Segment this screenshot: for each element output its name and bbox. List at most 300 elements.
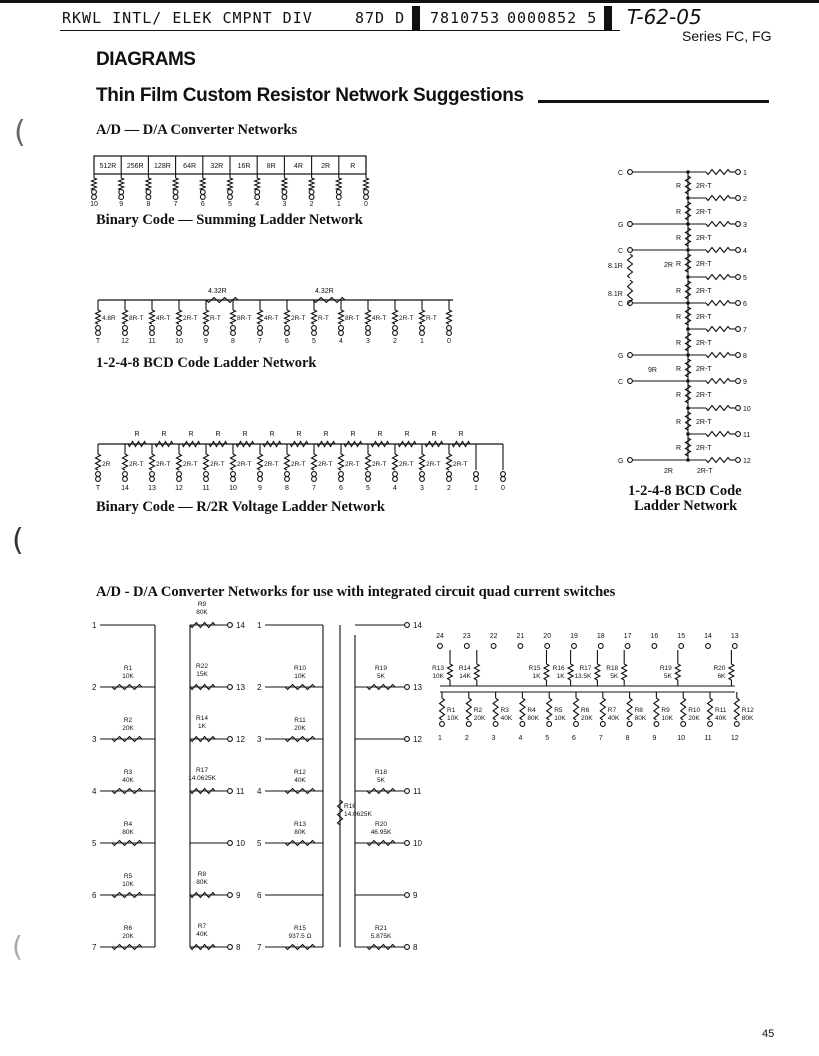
summing-resistor-value: 4R (293, 163, 303, 170)
quad-a-out-label: 12 (236, 735, 245, 744)
summing-pin-label: 3 (282, 201, 287, 208)
summing-pin-label: 9 (119, 201, 124, 208)
quad-a-mid-label: R17 (196, 767, 208, 774)
quad-c-top-resistor (729, 664, 734, 680)
summing-resistor (119, 178, 124, 190)
right-ladder-r-label: R (676, 445, 682, 452)
r2r-shunt-value: 2R-T (183, 461, 198, 468)
quad-a-mid-value: 40K (196, 931, 208, 938)
series-label: Series FC, FG (682, 28, 772, 44)
right-ladder-caption-2: Ladder Network (634, 498, 738, 514)
quad-b-pin-label: 1 (257, 621, 262, 630)
quad-c-bot-pin (520, 722, 525, 727)
bcd-pin (96, 326, 101, 331)
quad-c-bot-pin (547, 722, 552, 727)
bcd-shunt-resistor (231, 310, 236, 324)
quad-c-top-pin (598, 644, 603, 649)
r2r-pin (204, 472, 209, 477)
quad-c-bot-resistor (574, 698, 579, 720)
right-ladder-out-label: 12 (743, 458, 751, 465)
bcd-pin (420, 326, 425, 331)
right-ladder-2rt-label: 2R-T (696, 209, 712, 216)
r2r-shunt-resistor (339, 454, 344, 470)
quad-c-bot-pin-label: 4 (518, 735, 523, 742)
quad-c-top-res-label: R17 (579, 665, 592, 672)
quad-a-out-pin (228, 737, 233, 742)
r2r-pin (285, 472, 290, 477)
right-ladder-out-label: 6 (743, 301, 747, 308)
bcd-shunt-resistor (447, 310, 452, 324)
r2r-series-label: R (161, 431, 167, 438)
quad-b-pin-label: 3 (257, 735, 262, 744)
quad-a-pin-label: 5 (92, 839, 97, 848)
summing-pin-label: 1 (336, 201, 341, 208)
bcd-shunt-resistor (339, 310, 344, 324)
quad-c-bot-res-value: 10K (554, 715, 566, 722)
right-ladder-pin (736, 275, 741, 280)
quad-c-top-resistor (675, 664, 680, 680)
right-ladder-shunt (686, 307, 691, 325)
quad-c-top-pin-label: 21 (516, 633, 525, 640)
r2r-shunt-value: 2R-T (345, 461, 360, 468)
right-ladder-2rt-label: 2R-T (696, 235, 712, 242)
quad-c-top-pin-label: 16 (650, 633, 659, 640)
r2r-series-label: R (404, 431, 410, 438)
r2r-shunt-resistor (420, 454, 425, 470)
summing-pin (255, 190, 260, 195)
r2r-series-label: R (377, 431, 383, 438)
quad-c-bot-pin-label: 6 (572, 735, 576, 742)
quad-c-bot-resistor (681, 698, 686, 720)
quad-c-top-pin-label: 13 (730, 633, 739, 640)
summing-resistor-value: 16R (237, 163, 251, 170)
quad-c-top-pin (732, 644, 737, 649)
bcd-resistor-value: 4.8R (102, 315, 116, 322)
quad-c-bot-res-label: R11 (715, 707, 727, 714)
summing-resistor (228, 178, 233, 190)
summing-pin (228, 195, 233, 200)
right-ladder-out-label: 11 (743, 432, 751, 439)
quad-b-out-pin (405, 893, 410, 898)
right-ladder-terminal-label: G (618, 353, 624, 360)
quad-a-pin-label: 1 (92, 621, 97, 630)
bcd-pin-label: 7 (258, 338, 262, 345)
quad-a-mid-value: 80K (196, 609, 208, 616)
quad-a-mid-resistor (190, 789, 215, 794)
quad-c-bot-res-value: 40K (715, 715, 727, 722)
summing-resistor-value: 32R (210, 163, 224, 170)
quad-b-resistor (285, 945, 315, 950)
margin-mark: ( (14, 115, 26, 150)
page-title: DIAGRAMS (96, 49, 196, 70)
quad-a-res-label: R3 (123, 769, 133, 776)
r2r-pin-label: 5 (366, 485, 370, 492)
r2r-shunt-value: 2R-T (426, 461, 441, 468)
bcd-pin (366, 326, 371, 331)
bcd-pin (447, 326, 452, 331)
r2r-pin (150, 472, 155, 477)
quad-c-top-res-value: 10K (432, 673, 444, 680)
bcd-pin (177, 331, 182, 336)
bcd-pin (177, 326, 182, 331)
bcd-pin (285, 331, 290, 336)
quad-a-res-value: 80K (122, 829, 134, 836)
right-ladder-pin (736, 222, 741, 227)
quad-b-pin-label: 2 (257, 683, 262, 692)
bcd-resistor-value: 8R-T (345, 315, 360, 322)
quad-a-res-label: R4 (123, 821, 133, 828)
r2r-pin (420, 472, 425, 477)
summing-pin-label: 5 (228, 201, 232, 208)
quad-a-out-pin (228, 789, 233, 794)
bcd-pin-label: 2 (393, 338, 397, 345)
quad-b-out-resistor (367, 841, 395, 846)
quad-b-out-pin (405, 789, 410, 794)
quad-a-out-pin (228, 893, 233, 898)
bcd-shunt-resistor (177, 310, 182, 324)
quad-a-res-value: 20K (122, 933, 134, 940)
r2r-series-resistor (128, 442, 146, 447)
quad-c-bot-res-label: R8 (634, 707, 643, 714)
r2r-pin (231, 472, 236, 477)
r2r-shunt-resistor (204, 454, 209, 470)
quad-b-out-label: R21 (375, 925, 387, 932)
right-ladder-2rt-label: 2R-T (696, 419, 712, 426)
right-ladder-terminal (628, 222, 633, 227)
quad-c-bot-pin (574, 722, 579, 727)
quad-a-out-label: 8 (236, 943, 241, 952)
right-ladder-pin (736, 379, 741, 384)
bcd-resistor-value: 8R-T (237, 315, 252, 322)
bcd-pin (231, 331, 236, 336)
right-ladder-out-label: 5 (743, 275, 747, 282)
bcd-resistor-value: 2R-T (291, 315, 306, 322)
right-ladder-2r-label: 2R (664, 262, 673, 269)
quad-b-out-resistor (367, 789, 395, 794)
bcd-pin (258, 326, 263, 331)
quad-c-top-pin-label: 24 (436, 633, 444, 640)
summing-resistor-value: 2R (321, 163, 331, 170)
quad-c-bot-resistor (708, 698, 713, 720)
r2r-series-resistor (344, 442, 362, 447)
right-ladder-81r-label: 8.1R (608, 291, 623, 298)
summing-pin-label: 8 (146, 201, 151, 208)
bcd-shunt-resistor (123, 310, 128, 324)
quad-a-resistor (112, 893, 142, 898)
right-ladder-81r-label: 8.1R (608, 263, 623, 270)
bcd-pin (420, 331, 425, 336)
section2-title: A/D - D/A Converter Networks for use with integrated circuit quad current switches (96, 584, 616, 600)
right-ladder-pin (736, 248, 741, 253)
r2r-shunt-resistor (447, 454, 452, 470)
r2r-pin (474, 472, 479, 477)
right-ladder-out-label: 7 (743, 327, 747, 334)
quad-c-top-pin-label: 15 (677, 633, 686, 640)
quad-a-out-label: 10 (236, 839, 245, 848)
quad-a-mid-resistor (190, 623, 215, 628)
quad-c-bot-pin (493, 722, 498, 727)
r2r-shunt-value: 2R (102, 461, 111, 468)
r2r-pin (447, 472, 452, 477)
junction (686, 432, 690, 436)
r2r-pin (258, 477, 263, 482)
r2r-pin (150, 477, 155, 482)
r2r-series-resistor (371, 442, 389, 447)
quad-b-resistor (285, 789, 315, 794)
quad-c-bot-pin (654, 722, 659, 727)
right-ladder-diagram (600, 160, 770, 480)
right-ladder-out-resistor (706, 222, 730, 227)
quad-c-bot-resistor (654, 698, 659, 720)
quad-a-res-label: R5 (123, 873, 133, 880)
r2r-shunt-resistor (177, 454, 182, 470)
summing-pin (200, 190, 205, 195)
r2r-pin-label: 2 (447, 485, 451, 492)
right-ladder-shunt (686, 176, 691, 194)
quad-c-bot-res-value: 80K (527, 715, 539, 722)
right-ladder-terminal-label: C (618, 379, 624, 386)
summing-resistor (92, 178, 97, 190)
right-ladder-r-label: R (676, 314, 682, 321)
r2r-shunt-resistor (150, 454, 155, 470)
quad-a-res-value: 10K (122, 881, 134, 888)
summing-pin (173, 190, 178, 195)
right-ladder-9r-label: 9R (648, 367, 657, 374)
subtitle-rule (538, 100, 769, 103)
quad-a-out-label: 14 (236, 621, 245, 630)
header-doc-code-b: 0000852 5 (507, 9, 598, 27)
quad-a-res-value: 20K (122, 725, 134, 732)
r2r-pin (420, 477, 425, 482)
r2r-shunt-resistor (393, 454, 398, 470)
r2r-pin (177, 477, 182, 482)
quad-c-bot-pin-label: 12 (730, 735, 739, 742)
quad-b-out-resistor (367, 685, 395, 690)
quad-c-top-pin-label: 20 (543, 633, 552, 640)
bcd-resistor-value: 2R-T (183, 315, 198, 322)
r2r-pin (474, 477, 479, 482)
quad-b-pin-label: 6 (257, 891, 262, 900)
summing-pin (92, 195, 97, 200)
r2r-series-resistor (425, 442, 443, 447)
right-ladder-2rt-label: 2R-T (696, 288, 712, 295)
r2r-ladder-diagram (88, 426, 518, 496)
quad-b-out-label: R18 (375, 769, 387, 776)
bcd-pin-label: 0 (447, 338, 451, 345)
right-ladder-r-label: R (676, 419, 682, 426)
quad-c-top-res-label: R13 (432, 665, 444, 672)
junction (686, 275, 690, 279)
right-ladder-out-label: 1 (743, 170, 747, 177)
bcd-pin (312, 326, 317, 331)
right-ladder-pin (736, 196, 741, 201)
r2r-shunt-resistor (258, 454, 263, 470)
r2r-shunt-resistor (231, 454, 236, 470)
summing-resistor (364, 178, 369, 190)
r2r-shunt-resistor (285, 454, 290, 470)
right-ladder-out-resistor (706, 353, 730, 358)
r2r-pin (204, 477, 209, 482)
summing-pin (364, 195, 369, 200)
quad-b-out-value: 5.875K (370, 933, 392, 940)
r2r-series-label: R (269, 431, 275, 438)
summing-pin (119, 190, 124, 195)
right-ladder-2rt-label: 2R-T (696, 183, 712, 190)
right-ladder-out-label: 3 (743, 222, 747, 229)
quad-c-top-pin (679, 644, 684, 649)
r2r-series-resistor (290, 442, 308, 447)
quad-b-res-label: R15 (294, 925, 306, 932)
right-ladder-pin (736, 301, 741, 306)
r2r-series-resistor (182, 442, 200, 447)
quad-a-pin-label: 6 (92, 891, 97, 900)
quad-b-resistor (285, 841, 315, 846)
r2r-shunt-value: 2R-T (156, 461, 171, 468)
bcd-pin (96, 331, 101, 336)
right-ladder-r-label: R (676, 340, 682, 347)
header-marker-bar-2 (604, 6, 612, 30)
quad-a-mid-resistor (190, 737, 215, 742)
quad-a-out-label: 13 (236, 683, 245, 692)
summing-pin-label: 10 (90, 201, 98, 208)
r2r-pin-label: 6 (339, 485, 343, 492)
quad-c-bot-res-label: R6 (581, 707, 590, 714)
right-ladder-terminal (628, 379, 633, 384)
quad-c-bot-res-label: R1 (447, 707, 456, 714)
bcd-pin-label: 1 (420, 338, 424, 345)
quad-a-out-label: 9 (236, 891, 241, 900)
quad-c-top-res-label: R15 (528, 665, 541, 672)
quad-c-bot-res-label: R2 (473, 707, 483, 714)
bcd-shunt-resistor (420, 310, 425, 324)
quad-c-top-pin-label: 14 (704, 633, 712, 640)
quad-b-out-pin (405, 623, 410, 628)
summing-pin (255, 195, 260, 200)
quad-network-b (255, 610, 430, 955)
bcd-pin (366, 331, 371, 336)
r2r-shunt-resistor (123, 454, 128, 470)
summing-resistor-value: 512R (99, 163, 117, 170)
quad-a-res-label: R1 (123, 665, 133, 672)
right-ladder-shunt (686, 202, 691, 220)
r2r-pin (258, 472, 263, 477)
bcd-pin (339, 331, 344, 336)
right-ladder-out-resistor (706, 196, 730, 201)
right-ladder-terminal-label: C (618, 301, 624, 308)
r2r-pin (123, 477, 128, 482)
right-ladder-shunt (686, 254, 691, 272)
bcd-series-label: 4.32R (315, 288, 334, 295)
quad-c-top-resistor (544, 664, 549, 680)
r2r-shunt-value: 2R-T (264, 461, 279, 468)
quad-b-res-value: 10K (294, 673, 306, 680)
quad-b-res-value: 20K (294, 725, 306, 732)
quad-b-out-pin-label: 9 (413, 891, 418, 900)
quad-a-resistor (112, 841, 142, 846)
quad-c-bot-resistor (440, 698, 445, 720)
bcd-pin (204, 326, 209, 331)
quad-b-out-pin (405, 841, 410, 846)
r2r-shunt-resistor (312, 454, 317, 470)
bcd-pin (339, 326, 344, 331)
right-ladder-pin (736, 432, 741, 437)
summing-resistor (173, 178, 178, 190)
summing-pin (336, 190, 341, 195)
quad-c-bot-pin-label: 9 (652, 735, 657, 742)
quad-b-out-pin-label: 8 (413, 943, 418, 952)
summing-pin (309, 195, 314, 200)
r2r-pin-label: T (95, 485, 101, 492)
quad-c-bot-res-label: R9 (661, 707, 670, 714)
summing-pin-label: 4 (255, 201, 260, 208)
quad-c-bot-pin-label: 7 (598, 735, 603, 742)
r2r-pin (339, 477, 344, 482)
quad-a-mid-resistor (190, 893, 215, 898)
summing-pin (119, 195, 124, 200)
quad-b-res-label: R10 (294, 665, 306, 672)
r2r-pin (501, 472, 506, 477)
bcd-pin (258, 331, 263, 336)
quad-a-resistor (112, 737, 142, 742)
quad-c-bot-res-value: 10K (661, 715, 673, 722)
quad-c-bot-res-value: 40K (500, 715, 513, 722)
quad-b-out-pin-label: 10 (413, 839, 422, 848)
bcd-resistor-value: R-T (426, 315, 437, 322)
quad-a-out-pin (228, 945, 233, 950)
r2r-pin (366, 477, 371, 482)
right-ladder-2rt-label: 2R-T (696, 340, 712, 347)
quad-c-bot-pin (627, 722, 632, 727)
page-number: 45 (762, 1028, 775, 1040)
quad-c-top-pin (491, 644, 496, 649)
bcd-pin-label: 11 (148, 338, 156, 345)
quad-b-res-value: 937.5 Ω (288, 933, 312, 940)
quad-c-bot-pin (734, 722, 739, 727)
r2r-series-label: R (188, 431, 194, 438)
bcd-series-label: 4.32R (208, 288, 227, 295)
right-ladder-out-label: 8 (743, 353, 747, 360)
quad-b-out-value: 5K (377, 777, 385, 784)
summing-resistor-value: R (350, 163, 356, 170)
quad-b-res-value: 80K (294, 829, 306, 836)
quad-c-bot-res-label: R4 (527, 707, 536, 714)
summing-resistor (282, 178, 287, 190)
bcd-shunt-resistor (393, 310, 398, 324)
bcd-pin-label: 12 (121, 338, 129, 345)
r2r-pin (285, 477, 290, 482)
margin-mark: ( (12, 930, 23, 963)
r2r-pin (96, 477, 101, 482)
quad-c-top-pin (706, 644, 711, 649)
quad-c-top-pin (464, 644, 469, 649)
quad-c-top-pin-label: 23 (462, 633, 471, 640)
summing-resistor (336, 178, 341, 190)
r2r-series-resistor (236, 442, 254, 447)
bcd-resistor-value: 4R-T (156, 315, 171, 322)
right-ladder-pin (736, 458, 741, 463)
quad-c-top-res-value: 1K (556, 673, 565, 680)
quad-c-bot-resistor (547, 698, 552, 720)
quad-b-r16-label: R16 (344, 803, 356, 810)
right-ladder-out-label: 2 (743, 196, 747, 203)
junction (686, 196, 690, 200)
right-ladder-out-resistor (706, 327, 730, 332)
summing-caption: Binary Code — Summing Ladder Network (96, 212, 363, 228)
bcd-pin (393, 331, 398, 336)
margin-mark: ( (12, 523, 24, 558)
summing-resistor (255, 178, 260, 190)
quad-c-bot-pin-label: 11 (704, 735, 712, 742)
